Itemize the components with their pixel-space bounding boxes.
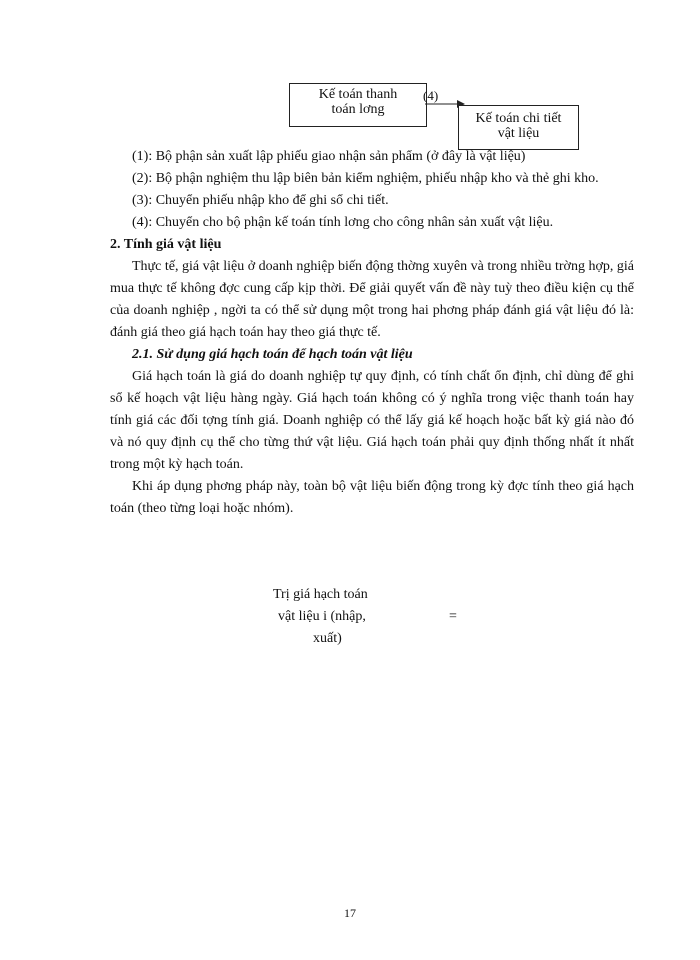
box-line: Kế toán thanh: [318, 87, 398, 102]
formula-line-2: vật liệu i (nhập,: [278, 609, 366, 624]
note-3: (3): Chuyển phiếu nhập kho để ghi sổ chi tiết.: [132, 193, 389, 208]
box-accounting-payroll: [289, 83, 427, 127]
formula-equals: =: [449, 609, 457, 624]
box-line: Kế toán chi tiết: [475, 111, 562, 126]
arrow-label: (4): [423, 88, 439, 103]
section-paragraph: Thực tế, giá vật liệu ở doanh nghiệp biến động thờng xuyên và trong nhiều trờng hợp, giá mua thực tế không đợc cung cấp kịp thời. Để giải quyết vấn đề này tuỳ theo điều kiện cụ thể của doanh nghiệp , ngời ta có thể sử dụng một trong hai phơng pháp đánh giá vật liệu đó là: đánh giá theo giá hạch toán hay theo giá thực tế.: [110, 259, 634, 340]
formula-line-1: Trị giá hạch toán: [273, 587, 368, 602]
subsection-paragraph-1: Giá hạch toán là giá do doanh nghiệp tự quy định, có tính chất ổn định, chỉ dùng để ghi sổ kế hoạch vật liệu hàng ngày. Giá hạch toán không có ý nghĩa trong việc thanh toán hay tính giá các đối tợng tính giá. Doanh nghiệp có thể lấy giá kế hoạch hoặc bất kỳ giá nào đó và nó quy định cụ thể cho từng thứ vật liệu. Giá hạch toán phải quy định thống nhất ít nhất trong một kỳ hạch toán.: [110, 369, 634, 472]
document-body: [110, 146, 634, 520]
box-line: toán lơng: [331, 102, 385, 117]
page-number: 17: [344, 906, 356, 920]
box-line: vật liệu: [497, 126, 540, 141]
note-1: (1): Bộ phận sản xuất lập phiếu giao nhận sản phẩm (ở đây là vật liệu): [132, 149, 526, 164]
subsection-heading: 2.1. Sử dụng giá hạch toán để hạch toán vật liệu: [132, 347, 413, 362]
formula-line-3: xuất): [313, 631, 342, 646]
subsection-paragraph-2: Khi áp dụng phơng pháp này, toàn bộ vật liệu biến động trong kỳ đợc tính theo giá hạch toán (theo từng loại hoặc nhóm).: [110, 479, 634, 516]
note-4: (4): Chuyển cho bộ phận kế toán tính lơng cho công nhân sản xuất vật liệu.: [132, 215, 554, 230]
box-material-detail-accounting: [458, 105, 579, 150]
note-2: (2): Bộ phận nghiệm thu lập biên bản kiểm nghiệm, phiếu nhập kho và thẻ ghi kho.: [132, 171, 599, 186]
section-heading: 2. Tính giá vật liệu: [110, 237, 222, 252]
